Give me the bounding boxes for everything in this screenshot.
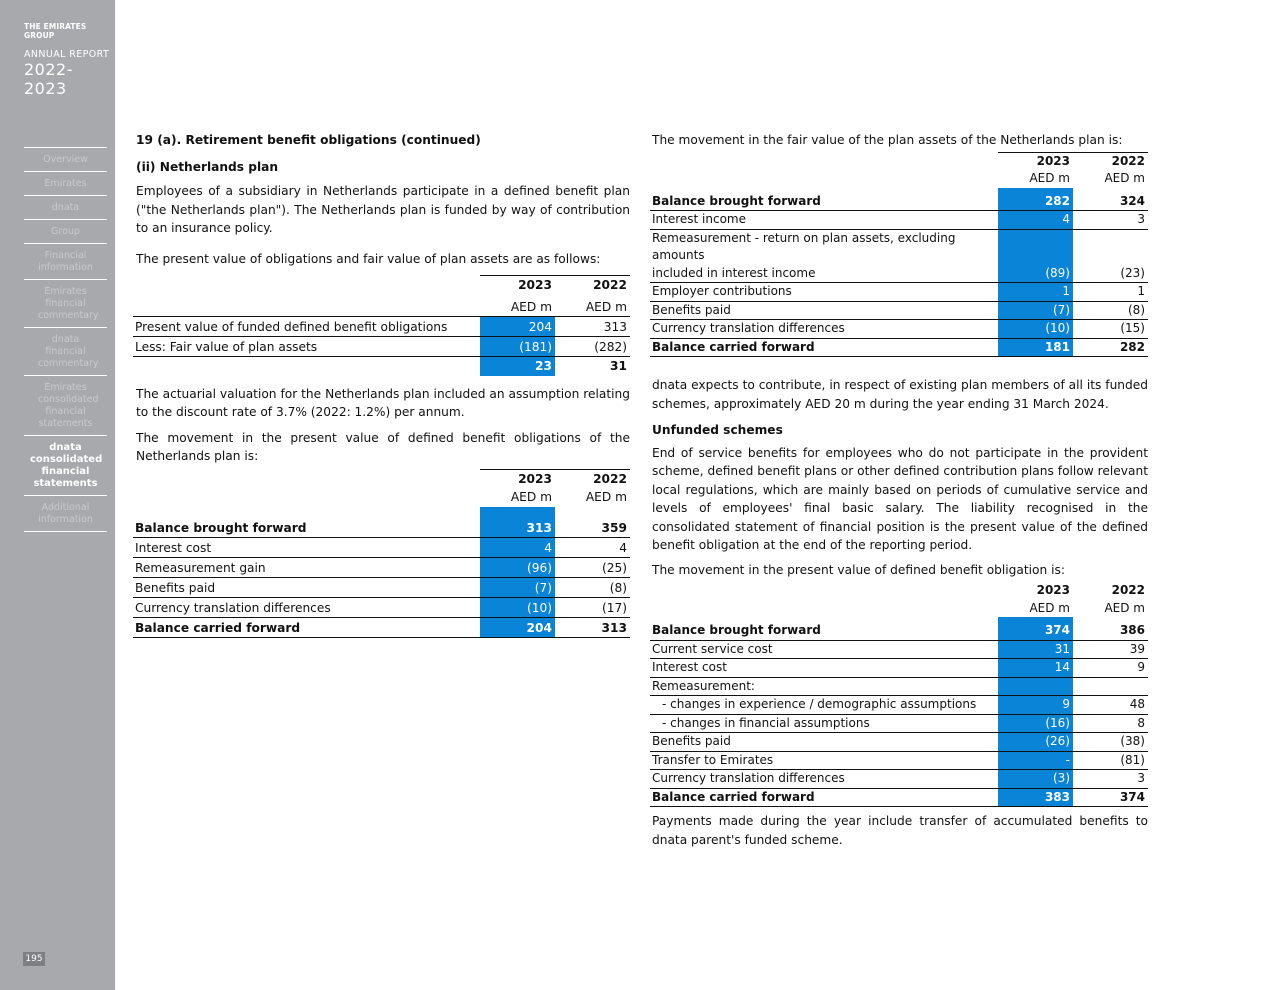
table-row: - changes in experience / demographic assumptions 9 48 (650, 696, 1148, 715)
table-row: Employer contributions 1 1 (650, 283, 1148, 302)
sidebar-nav (24, 147, 107, 532)
obligation-movement-table: 2023 2022 AED m AED m Balance brought forward 313 359 Interest cost 4 4 Remeasurement gain (96) (25) Benefits paid (7) (8) Currency translation differences (10) (17) Balance carried forward 204 313 (133, 469, 630, 639)
table-row: Benefits paid (7) (8) (650, 301, 1148, 320)
col-2023: 2023 (480, 276, 555, 295)
left-column (136, 131, 630, 638)
nav-group[interactable]: Group (24, 220, 107, 244)
section-subtitle: (ii) Netherlands plan (136, 159, 279, 174)
table-row: Less: Fair value of plan assets (181) (282) (133, 337, 630, 357)
table-row: Balance carried forward 383 374 (650, 788, 1148, 807)
table-row: Current service cost 31 39 (650, 640, 1148, 659)
nav-emirates-financial-commentary[interactable]: Emirates financial commentary (24, 280, 107, 328)
report-label: ANNUAL REPORT (24, 49, 110, 60)
unfunded-movement-table: 2023 2022 AED m AED m Balance brought forward 374 386 Current service cost 31 39 Interest cost 14 9 Remeasurement: - changes in experience / demographic assumptions 9 48 - changes in financial assumptions (16) 8 Benefits paid (26) (38) Transfer to Emirates - (81) Currency translation differences (3) 3 Balance carried forward 383 374 (650, 582, 1148, 807)
page-number: 195 (23, 952, 45, 966)
table-row: Currency translation differences (10) (17) (133, 598, 630, 618)
nav-dnata-consolidated-statements[interactable]: dnata consolidated financial statements (24, 436, 107, 496)
sidebar (0, 0, 115, 990)
table-row: Remeasurement - return on plan assets, excluding amounts included in interest income (89) (23) (650, 229, 1148, 283)
unit-2022: AED m (585, 299, 627, 314)
brand-block (24, 22, 115, 98)
plan-assets-table: 2023 2022 AED m AED m Balance brought forward 282 324 Interest income 4 3 Remeasurement - return on plan assets, excluding amounts included in interest income (89) (23) Employer contributions 1 1 Benefits paid (7) (8) Currency translation differences (10) (15) Balance carried forward 181 282 (650, 152, 1148, 358)
unfunded-schemes-heading: Unfunded schemes (652, 423, 783, 437)
table-row: Benefits paid (26) (38) (650, 733, 1148, 752)
nav-additional-information[interactable]: Additional information (24, 496, 107, 532)
table-row: Currency translation differences (10) (15) (650, 320, 1148, 339)
contribution-expectation-text: dnata expects to contribute, in respect of existing plan members of all its funded schemes, approximately AED 20 m during the year ending 31 March 2024. (652, 378, 1148, 411)
table-row: Balance brought forward 313 359 (133, 518, 630, 538)
table-row: Present value of funded defined benefit obligations 204 313 (133, 317, 630, 337)
nav-financial-information[interactable]: Financial information (24, 244, 107, 280)
col-2022: 2022 (555, 276, 630, 295)
netherlands-plan-description: Employees of a subsidiary in Netherlands participate in a defined benefit plan ("the Netherlands plan"). The Netherlands plan is funded by way of contribution to an insurance policy. (136, 184, 630, 235)
obligations-table (133, 275, 630, 376)
table-row: Remeasurement: (650, 677, 1148, 696)
table-row: Benefits paid (7) (8) (133, 578, 630, 598)
nav-dnata[interactable]: dnata (24, 196, 107, 220)
unit-2023: AED m (510, 299, 552, 314)
table-row: Interest income 4 3 (650, 211, 1148, 230)
table-row: Balance brought forward 282 324 (650, 193, 1148, 211)
table-row: - changes in financial assumptions (16) 8 (650, 714, 1148, 733)
table-row: Currency translation differences (3) 3 (650, 770, 1148, 789)
unfunded-movement-intro: The movement in the present value of defined benefit obligation is: (652, 562, 1065, 577)
nav-overview[interactable]: Overview (24, 147, 107, 172)
obligations-intro: The present value of obligations and fair value of plan assets are as follows: (136, 251, 601, 266)
nav-emirates[interactable]: Emirates (24, 172, 107, 196)
report-years: 2022-2023 (24, 60, 73, 98)
table-row: Transfer to Emirates - (81) (650, 751, 1148, 770)
table-row: Balance carried forward 204 313 (133, 618, 630, 638)
nav-dnata-financial-commentary[interactable]: dnata financial commentary (24, 328, 107, 376)
table-row: Remeasurement gain (96) (25) (133, 558, 630, 578)
table-total-row: 23 31 (133, 357, 630, 376)
table-row: Balance brought forward 374 386 (650, 622, 1148, 640)
table-row: Balance carried forward 181 282 (650, 338, 1148, 357)
unfunded-schemes-text: End of service benefits for employees who do not participate in the provident scheme, defined benefit plans or other defined contribution plans follow relevant local regulations, which are mainly based on periods of cumulative service and levels of employees' final basic salary. The liability recognised in the consolidated statement of financial position is the present value of the defined benefit obligation at the end of the reporting period. (652, 445, 1148, 552)
payments-note: Payments made during the year include transfer of accumulated benefits to dnata parent's funded scheme. (652, 814, 1148, 847)
table-row: Interest cost 4 4 (133, 538, 630, 558)
actuarial-assumption-text: The actuarial valuation for the Netherlands plan included an assumption relating to the discount rate of 3.7% (2022: 1.2%) per annum. (136, 386, 630, 419)
right-column (652, 131, 1148, 849)
company-name: THE EMIRATES GROUP (24, 22, 87, 40)
movement-intro: The movement in the present value of defined benefit obligations of the Netherlands plan is: (136, 430, 630, 463)
section-title: 19 (a). Retirement benefit obligations (continued) (136, 133, 481, 147)
plan-assets-intro: The movement in the fair value of the plan assets of the Netherlands plan is: (652, 133, 1123, 147)
nav-emirates-consolidated-statements[interactable]: Emirates consolidated financial statements (24, 376, 107, 436)
table-row: Interest cost 14 9 (650, 659, 1148, 678)
